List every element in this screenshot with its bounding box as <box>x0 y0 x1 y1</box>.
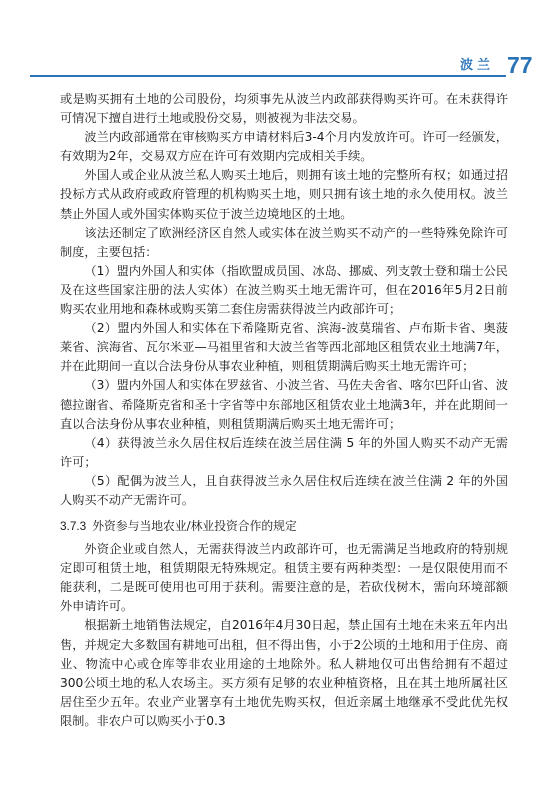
paragraph: 根据新土地销售法规定，自2016年4月30日起，禁止国有土地在未来五年内出售，并规定大多数国有耕地可出租，但不得出售，小于2公顷的土地和用于住房、商业、物流中心或仓库等非农业用途的土地除外。私人耕地仅可出售给拥有不超过300公顷土地的私人农场主。买方须有足够的农业种植资格，且在其土地所属社区居住至少五年。农业产业署享有土地优先购买权，但近亲属土地继承不受此优先权限制。非农户可以购买小于0.3 <box>60 618 508 728</box>
paragraph: 或是购买拥有土地的公司股份，均须事先从波兰内政部获得购买许可。在未获得许可情况下擅自进行土地或股份交易，则被视为非法交易。 <box>60 92 508 126</box>
paragraph: 波兰内政部通常在审核购买方申请材料后3-4个月内发放许可。许可一经颁发，有效期为2年，交易双方应在许可有效期内完成相关手续。 <box>60 130 508 164</box>
subsection-number: 3.7.3 <box>60 519 87 534</box>
list-item: （5）配偶为波兰人，且自获得波兰永久居住权后连续在波兰住满 2 年的外国人购买不动产无需许可。 <box>60 473 508 507</box>
paragraph: 外资企业或自然人，无需获得波兰内政部许可，也无需满足当地政府的特别规定即可租赁土地，租赁期限无特殊规定。租赁主要有两种类型：一是仅限使用而不能获利，二是既可使用也可用于获利。需要注意的是，若砍伐树木，需向环境部额外申请许可。 <box>60 542 508 614</box>
subsection-heading <box>60 516 508 536</box>
page-header <box>0 50 559 90</box>
page-body <box>60 90 508 731</box>
paragraph: 外国人或企业从波兰私人购买土地后，则拥有该土地的完整所有权；如通过招投标方式从政府或政府管理的机构购买土地，则只拥有该土地的永久使用权。波兰禁止外国人或外国实体购买位于波兰边境地区的土地。 <box>60 168 508 221</box>
header-rule <box>30 75 506 77</box>
subsection-title: 外资参与当地农业/林业投资合作的规定 <box>92 519 297 534</box>
section-name: 波兰 <box>460 58 495 73</box>
list-item: （3）盟内外国人和实体在罗兹省、小波兰省、马佐夫舍省、喀尔巴阡山省、波德拉谢省、希隆斯克省和圣十字省等中东部地区租赁农业土地满3年，并在此期间一直以合法身份从事农业种植，则租赁期满后购买土地无需许可； <box>60 378 508 431</box>
list-item: （4）获得波兰永久居住权后连续在波兰居住满 5 年的外国人购买不动产无需许可； <box>60 435 508 469</box>
list-item: （2）盟内外国人和实体在下希隆斯克省、滨海-波莫瑞省、卢布斯卡省、奥菠莱省、滨海省、瓦尔米亚—马祖里省和大波兰省等西北部地区租赁农业土地满7年，并在此期间一直以合法身份从事农业种植，则租赁期满后购买土地无需许可； <box>60 321 508 374</box>
page-number: 77 <box>507 52 533 78</box>
paragraph: 该法还制定了欧洲经济区自然人或实体在波兰购买不动产的一些特殊免除许可制度，主要包括： <box>60 225 508 259</box>
list-item: （1）盟内外国人和实体（指欧盟成员国、冰岛、挪威、列支敦士登和瑞士公民及在这些国家注册的法人实体）在波兰购买土地无需许可，但在2016年5月2日前购买农业用地和森林或购买第二套住房需获得波兰内政部许可； <box>60 263 508 317</box>
